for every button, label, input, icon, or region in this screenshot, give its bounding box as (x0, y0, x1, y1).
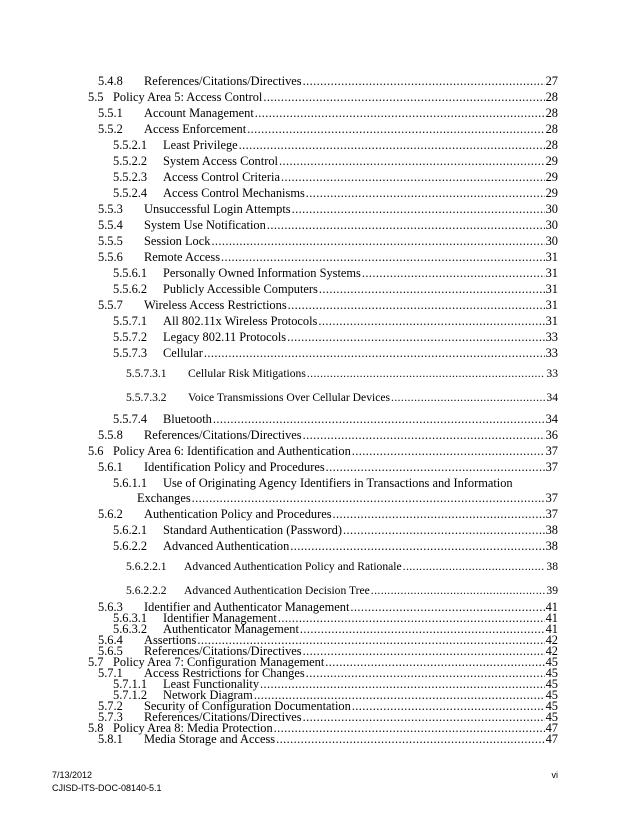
toc-entry-title: Policy Area 8: Media Protection (113, 721, 273, 735)
toc-dot-leader (267, 217, 545, 233)
toc-entry-title: References/Citations/Directives (144, 74, 302, 88)
toc-entry[interactable] (88, 89, 558, 105)
toc-entry-number: 5.5 (88, 90, 104, 104)
toc-entry-page: 28 (545, 122, 558, 136)
toc-entry-title: Personally Owned Information Systems (163, 266, 361, 280)
toc-entry-number: 5.7.1 (98, 666, 123, 680)
toc-entry-title: Advanced Authentication Decision Tree (184, 584, 370, 597)
toc-entry-page: 45 (545, 710, 558, 724)
toc-entry-number: 5.8.1 (98, 732, 123, 746)
toc-dot-leader (288, 297, 545, 313)
toc-entry-title: Unsuccessful Login Attempts (144, 202, 291, 216)
toc-entry-page: 41 (545, 611, 558, 625)
toc-entry-page: 33 (545, 330, 558, 344)
toc-entry-number: 5.5.2 (98, 122, 123, 136)
toc-dot-leader (255, 105, 545, 121)
toc-entry-title: Cellular Risk Mitigations (188, 367, 306, 380)
toc-entry-page: 38 (546, 560, 558, 573)
toc-entry-number: 5.8 (88, 721, 104, 735)
toc-entry-title: Identifier and Authenticator Management (144, 600, 350, 614)
toc-entry-title: Access Restrictions for Changes (144, 666, 305, 680)
toc-entry-number: 5.7 (88, 655, 104, 669)
toc-entry-title: Advanced Authentication (163, 539, 290, 553)
toc-dot-leader (239, 137, 545, 153)
toc-entry[interactable] (98, 73, 558, 89)
toc-dot-leader (362, 265, 545, 281)
toc-entry-title: References/Citations/Directives (144, 644, 302, 658)
toc-entry-page: 36 (545, 428, 558, 442)
toc-entry-page: 41 (545, 622, 558, 636)
toc-entry-number: 5.6.2.2.2 (126, 584, 167, 597)
toc-dot-leader (391, 390, 545, 406)
toc-entry[interactable] (98, 459, 558, 475)
toc-entry-title: Identifier Management (163, 611, 277, 625)
toc-entry-number: 5.5.7.3 (113, 346, 148, 360)
toc-entry-page: 29 (545, 154, 558, 168)
toc-entry-title: Authentication Policy and Procedures (144, 507, 332, 521)
toc-entry-title: Bluetooth (163, 412, 212, 426)
toc-entry-title: Voice Transmissions Over Cellular Devices (188, 391, 391, 404)
toc-entry-title: System Access Control (163, 154, 278, 168)
toc-dot-leader (192, 490, 545, 506)
toc-entry-title: References/Citations/Directives (144, 710, 302, 724)
footer-document-id: CJISD-ITS-DOC-08140-5.1 (52, 783, 162, 793)
toc-entry[interactable] (113, 329, 558, 345)
toc-entry-page: 38 (545, 523, 558, 537)
toc-entry[interactable] (113, 169, 558, 185)
toc-entry-number: 5.6.1 (98, 460, 123, 474)
toc-entry[interactable] (137, 490, 558, 506)
toc-entry-title: Media Storage and Access (144, 732, 276, 746)
toc-entry-number: 5.5.1 (98, 106, 123, 120)
toc-entry-number: 5.6.1.1 (113, 476, 148, 490)
toc-entry[interactable] (98, 121, 558, 137)
toc-dot-leader (276, 731, 545, 747)
toc-entry-number: 5.6.3.2 (113, 622, 148, 636)
toc-entry-page: 37 (545, 444, 558, 458)
toc-entry-number: 5.5.2.2 (113, 154, 148, 168)
toc-entry-page: 34 (546, 391, 558, 404)
toc-entry-number: 5.6.3 (98, 600, 123, 614)
toc-entry-title: Policy Area 5: Access Control (113, 90, 263, 104)
toc-entry[interactable] (113, 475, 558, 491)
toc-entry-page: 31 (545, 250, 558, 264)
toc-entry-page: 33 (546, 367, 558, 380)
toc-entry-title: Policy Area 7: Configuration Management (113, 655, 325, 669)
toc-entry-number: 5.7.1.2 (113, 688, 148, 702)
toc-entry-title: Access Enforcement (144, 122, 247, 136)
toc-entry-page: 31 (545, 314, 558, 328)
toc-entry-page: 37 (545, 460, 558, 474)
toc-entry-title: Cellular (163, 346, 203, 360)
toc-entry-title: Standard Authentication (Password) (163, 523, 342, 537)
toc-entry-title: Security of Configuration Documentation (144, 699, 351, 713)
toc-entry[interactable] (126, 390, 558, 406)
toc-entry-number: 5.6 (88, 444, 104, 458)
toc-entry-number: 5.5.7.2 (113, 330, 148, 344)
toc-entry[interactable] (98, 427, 558, 443)
toc-entry-number: 5.6.5 (98, 644, 123, 658)
toc-entry[interactable] (126, 559, 558, 575)
toc-entry-title: Access Control Mechanisms (163, 186, 305, 200)
toc-entry-number: 5.5.7.4 (113, 412, 148, 426)
toc-dot-leader (221, 249, 545, 265)
toc-entry-title: Least Privilege (163, 138, 238, 152)
toc-entry[interactable] (113, 137, 558, 153)
toc-entry-page: 31 (545, 298, 558, 312)
toc-entry[interactable] (113, 153, 558, 169)
toc-dot-leader (290, 538, 544, 554)
toc-entry-page: 29 (545, 186, 558, 200)
toc-dot-leader (204, 345, 545, 361)
toc-entry-page: 31 (545, 266, 558, 280)
toc-entry[interactable] (98, 249, 558, 265)
toc-entry-page: 34 (545, 412, 558, 426)
toc-entry-number: 5.6.2.2.1 (126, 560, 167, 573)
toc-dot-leader (213, 411, 545, 427)
toc-entry-number: 5.5.7.3.2 (126, 391, 167, 404)
toc-dot-leader (343, 522, 545, 538)
toc-entry-number: 5.5.2.4 (113, 186, 148, 200)
toc-entry-page: 41 (545, 600, 558, 614)
toc-entry[interactable] (113, 345, 558, 361)
toc-entry-number: 5.5.2.3 (113, 170, 148, 184)
toc-entry-page: 45 (545, 655, 558, 669)
toc-entry-title: Remote Access (144, 250, 221, 264)
toc-entry-number: 5.5.4 (98, 218, 123, 232)
toc-entry-page: 33 (545, 346, 558, 360)
page-footer (52, 769, 162, 795)
toc-dot-leader (319, 281, 545, 297)
toc-entry-title: Legacy 802.11 Protocols (163, 330, 287, 344)
toc-entry-page: 30 (545, 202, 558, 216)
toc-dot-leader (263, 89, 544, 105)
toc-entry-number: 5.5.6.2 (113, 282, 148, 296)
toc-entry-page: 45 (545, 699, 558, 713)
toc-dot-leader (279, 153, 545, 169)
toc-entry-number: 5.6.2.2 (113, 539, 148, 553)
toc-entry-page: 31 (545, 282, 558, 296)
toc-entry-title: Assertions (144, 633, 197, 647)
toc-entry-number: 5.5.7.3.1 (126, 367, 167, 380)
toc-entry[interactable] (98, 105, 558, 121)
toc-entry-number: 5.6.2.1 (113, 523, 148, 537)
toc-dot-leader (318, 313, 544, 329)
toc-entry-page: 47 (545, 732, 558, 746)
toc-entry-number: 5.5.6.1 (113, 266, 148, 280)
toc-entry[interactable] (113, 538, 558, 554)
toc-entry-number: 5.7.1.1 (113, 677, 148, 691)
toc-entry-number: 5.5.5 (98, 234, 123, 248)
toc-entry-title: Advanced Authentication Policy and Rationale (184, 560, 402, 573)
toc-entry-number: 5.7.2 (98, 699, 123, 713)
toc-entry[interactable] (98, 297, 558, 313)
toc-entry-number: 5.5.7 (98, 298, 123, 312)
toc-dot-leader (306, 185, 545, 201)
toc-entry-page: 45 (545, 677, 558, 691)
toc-entry-page: 42 (545, 633, 558, 647)
toc-dot-leader (352, 443, 545, 459)
toc-entry-title: Network Diagram (163, 688, 253, 702)
toc-entry-number: 5.6.4 (98, 633, 123, 647)
toc-entry-page: 45 (545, 688, 558, 702)
toc-entry-title: Identification Policy and Procedures (144, 460, 325, 474)
toc-dot-leader (303, 73, 545, 89)
toc-entry[interactable] (88, 443, 558, 459)
toc-entry-number: 5.5.2.1 (113, 138, 148, 152)
toc-entry[interactable] (113, 522, 558, 538)
toc-entry-page: 28 (545, 138, 558, 152)
toc-entry[interactable] (113, 281, 558, 297)
toc-entry[interactable] (98, 506, 558, 522)
toc-entry-page: 37 (545, 507, 558, 521)
toc-dot-leader (281, 169, 545, 185)
toc-dot-leader (292, 201, 545, 217)
toc-entry-page: 30 (545, 218, 558, 232)
footer-page-number: vi (551, 770, 558, 780)
toc-entry-number: 5.6.3.1 (113, 611, 148, 625)
toc-entry-number: 5.5.7.1 (113, 314, 148, 328)
toc-entry[interactable] (113, 265, 558, 281)
toc-entry-number: 5.7.3 (98, 710, 123, 724)
toc-entry[interactable] (113, 313, 558, 329)
toc-entry-number: 5.5.3 (98, 202, 123, 216)
toc-entry-page: 28 (545, 90, 558, 104)
toc-entry-page: 39 (546, 584, 558, 597)
toc-entry[interactable] (126, 583, 558, 599)
toc-dot-leader (211, 233, 544, 249)
toc-entry-title: Wireless Access Restrictions (144, 298, 287, 312)
toc-entry[interactable] (98, 233, 558, 249)
toc-entry-title: Access Control Criteria (163, 170, 280, 184)
toc-entry-title: Authenticator Management (163, 622, 299, 636)
toc-entry-title: Policy Area 6: Identification and Authentication (113, 444, 351, 458)
toc-dot-leader (287, 329, 545, 345)
toc-entry-title: All 802.11x Wireless Protocols (163, 314, 318, 328)
toc-dot-leader (326, 459, 545, 475)
toc-entry[interactable] (98, 217, 558, 233)
toc-entry-number: 5.5.6 (98, 250, 123, 264)
toc-entry-title: References/Citations/Directives (144, 428, 302, 442)
toc-dot-leader (303, 427, 545, 443)
toc-dot-leader (247, 121, 544, 137)
toc-entry-page: 45 (545, 666, 558, 680)
toc-entry-page: 27 (545, 74, 558, 88)
toc-entry-number: 5.5.8 (98, 428, 123, 442)
toc-dot-leader (333, 506, 545, 522)
toc-entry-title: Publicly Accessible Computers (163, 282, 318, 296)
toc-entry-page: 29 (545, 170, 558, 184)
toc-entry-number: 5.4.8 (98, 74, 123, 88)
toc-entry[interactable] (98, 201, 558, 217)
toc-entry-title: Exchanges (137, 491, 191, 505)
toc-dot-leader (403, 559, 546, 575)
footer-date: 7/13/2012 (52, 770, 93, 780)
toc-entry-title: Use of Originating Agency Identifiers in Transactions and Information (163, 476, 513, 490)
toc-entry-page: 47 (545, 721, 558, 735)
toc-entry-page: 28 (545, 106, 558, 120)
toc-entry[interactable] (98, 731, 558, 747)
toc-entry[interactable] (113, 411, 558, 427)
toc-entry-title: Account Management (144, 106, 254, 120)
toc-entry[interactable] (126, 366, 558, 382)
toc-entry-title: Least Functionality (163, 677, 260, 691)
toc-entry-title: Session Lock (144, 234, 211, 248)
toc-entry-page: 38 (545, 539, 558, 553)
toc-entry-page: 30 (545, 234, 558, 248)
toc-entry-page: 42 (545, 644, 558, 658)
toc-entry[interactable] (113, 185, 558, 201)
toc-entry-title: System Use Notification (144, 218, 266, 232)
toc-entry-page: 37 (545, 491, 558, 505)
toc-dot-leader (371, 583, 546, 599)
toc-entry-number: 5.6.2 (98, 507, 123, 521)
toc-dot-leader (307, 366, 546, 382)
